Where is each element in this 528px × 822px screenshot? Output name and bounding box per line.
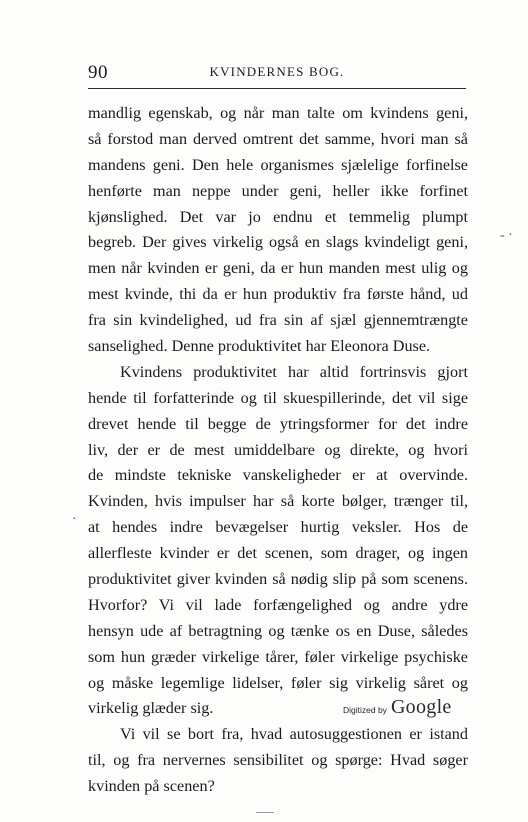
text-line: så forstod man derved omtrent det samme, hvori man så <box>88 129 468 148</box>
text-line: mest kvinde, thi da er hun produktiv fra første hånd, ud <box>88 285 468 304</box>
page-edge-mark <box>256 812 274 813</box>
text-line: Vi vil se bort fra, hvad autosuggestionen er istand <box>120 725 468 744</box>
text-line: til, og fra nervernes sensibilitet og spørge: Hvad søger <box>88 751 468 770</box>
margin-mark: · <box>72 512 77 527</box>
text-line: allerfleste kvinder er det scenen, som drager, og ingen <box>88 544 468 563</box>
text-line: og måske legemlige lidelser, føler sig virkelig såret og <box>88 673 468 692</box>
text-line: fra sin kvindelighed, ud fra sin af sjæl gjennemtrængte <box>88 311 468 330</box>
running-title: KVINDERNES BOG. <box>209 64 345 79</box>
running-header <box>88 62 466 89</box>
text-line: kvinden på scenen? <box>88 777 215 796</box>
margin-mark: - · <box>500 228 513 243</box>
text-line: produktivitet giver kvinden så nødig slip på som scenens. <box>88 570 468 589</box>
text-line: henførte man neppe under geni, heller ikke forfinet <box>88 181 468 200</box>
watermark-prefix: Digitized by <box>343 705 387 715</box>
text-line: mandlig egenskab, og når man talte om kvindens geni, <box>88 104 468 122</box>
digitized-by-google-watermark <box>343 696 452 719</box>
text-line: Hvorfor? Vi vil lade forfængelighed og andre ydre <box>88 595 468 614</box>
text-line: mandens geni. Den hele organismes sjælelige forfinelse <box>88 155 468 174</box>
text-line: hensyn ude af betragtning og tænke os en Duse, således <box>88 621 468 640</box>
text-line: liv, der er de mest umiddelbare og direkte, og hvori <box>88 440 468 459</box>
text-line: Kvinden, hvis impulser har så korte bølger, trænger til, <box>88 492 468 511</box>
text-line: Kvindens produktivitet har altid fortrinsvis gjort <box>120 362 468 381</box>
text-line: men når kvinden er geni, da er hun manden mest ulig og <box>88 259 468 278</box>
text-line: virkelig glæder sig. <box>88 699 214 718</box>
text-line: sanselighed. Denne produktivitet har Eleonora Duse. <box>88 337 431 356</box>
text-line: kjønslighed. Det var jo endnu et temmelig plumpt <box>88 207 468 226</box>
text-line: som hun græder virkelige tårer, føler virkelige psychiske <box>88 647 468 666</box>
page-number: 90 <box>88 62 108 83</box>
text-line: begreb. Der gives virkelig også en slags kvindeligt geni, <box>88 233 468 252</box>
text-line: de mindste tekniske vanskeligheder er at overvinde. <box>88 466 468 485</box>
text-line: at hendes indre bevægelser hurtig veksler. Hos de <box>88 518 468 537</box>
google-logo: Google <box>390 696 452 718</box>
text-line: hende til forfatterinde og til skuespillerinde, det vil sige <box>88 388 468 407</box>
text-line: drevet hende til begge de ytringsformer for det indre <box>88 414 468 433</box>
